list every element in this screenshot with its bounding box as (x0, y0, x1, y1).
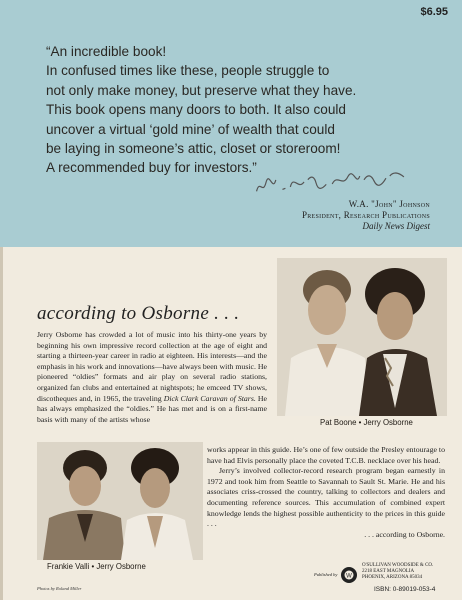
bio-closing: . . . according to Osborne. (364, 529, 445, 539)
bio-paragraph: works appear in this guide. He’s one of few outside the Presley entourage to have had Elvis personally place the coveted T.C.B. necklace over his head. (207, 445, 445, 465)
quote-line: “An incredible book! (46, 44, 167, 59)
photo-caption: Pat Boone • Jerry Osborne (320, 418, 413, 427)
publisher-logo-icon (340, 566, 358, 584)
photo-frankie-valli-jerry-osborne (37, 442, 203, 560)
publisher-block (362, 563, 433, 581)
biography-part-1 (37, 330, 267, 425)
publisher-address: 2218 EAST MAGNOLIA (362, 569, 415, 574)
photo-credit: Photos by Roland Miller (37, 586, 82, 591)
quote-line: A recommended buy for investors.” (46, 160, 257, 176)
price-label: $6.95 (420, 6, 448, 18)
section-heading: according to Osborne . . . (37, 303, 240, 324)
photo-pat-boone-jerry-osborne (277, 258, 447, 416)
review-quote (46, 42, 410, 178)
author-title: President, Research Publications (301, 210, 430, 220)
quote-line: not only make money, but preserve what they have. (46, 82, 357, 98)
published-by-label: Published by (314, 572, 338, 577)
bio-paragraph: Jerry’s involved collector-record research program began earnestly in 1972 and took him from Seattle to Savannah to Sault St. Marie. He and his associates criss-crossed the country, talking to collectors and dealers and documenting reference sources. This accumulation of combined expert knowledge lends the highest possible authenticity to the prices in this guide . . . (207, 466, 445, 529)
bio-text: He has always emphasized the “oldies.” He has met and is on a first-name basis with many of the artists whose (37, 393, 267, 424)
quote-line: This book opens many doors to both. It also could (46, 102, 346, 118)
svg-text:W: W (346, 573, 352, 580)
quote-line: uncover a virtual ‘gold mine’ of wealth that could (46, 121, 335, 137)
author-name: W.A. "John" Johnson (348, 199, 430, 209)
publication-name: Daily News Digest (362, 221, 430, 231)
quote-line: be laying in someone’s attic, closet or storeroom! (46, 141, 341, 157)
publisher-city: PHOENIX, ARIZONA 85034 (362, 575, 423, 580)
bio-tour-name: Dick Clark Caravan of Stars. (163, 393, 256, 403)
quote-panel (0, 0, 462, 247)
bio-text: Jerry Osborne has crowded a lot of music into his thirty-one years by beginning his own impressive record collection at the age of eight and starting a thirteen-year career in radio at eighteen. His interests—and the emphasis in his work and innovations—have always been with music. He pioneered “oldies” formats and air play on several radio stations, organized fan clubs and entertained at nightspots; he emceed TV shows, discotheques and, in 1965, the traveling (37, 330, 267, 403)
photo-caption: Frankie Valli • Jerry Osborne (47, 562, 146, 571)
biography-part-2 (207, 445, 445, 540)
quote-line: In confused times like these, people struggle to (46, 63, 330, 79)
isbn-number: ISBN: 0-89019-053-4 (374, 586, 436, 593)
quote-attribution (302, 199, 430, 232)
publisher-name: O'SULLIVAN WOODSIDE & CO. (362, 563, 434, 568)
